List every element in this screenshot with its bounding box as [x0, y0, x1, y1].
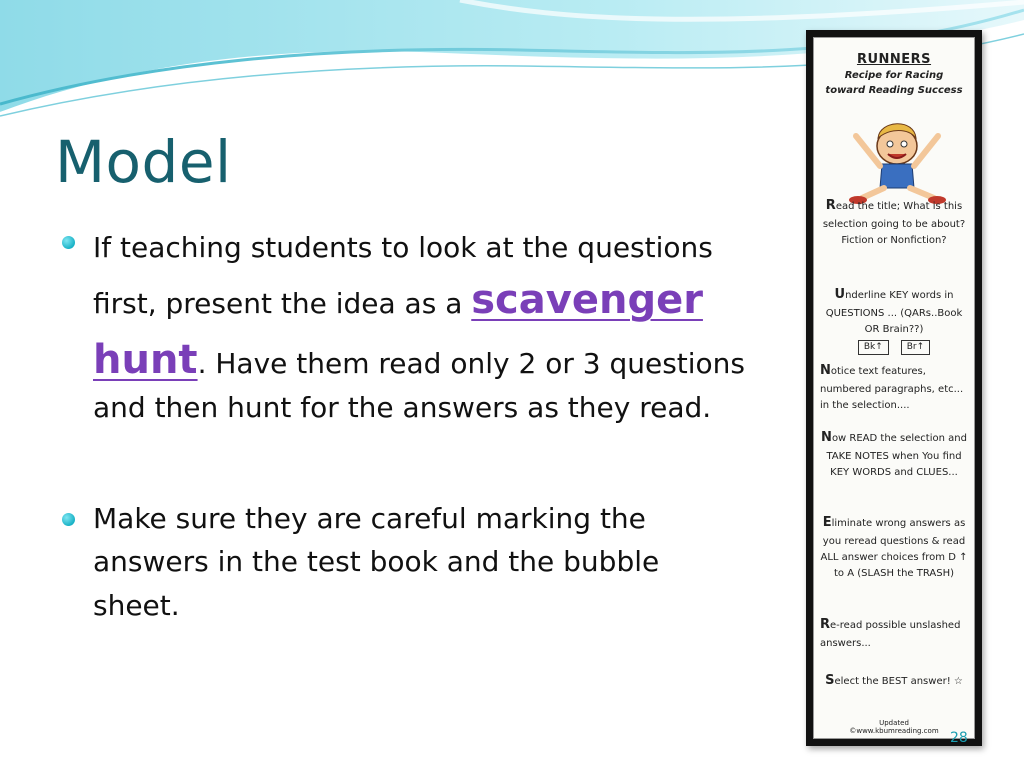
bullet-item-marking: [62, 497, 792, 627]
step-initial: R: [820, 617, 831, 632]
bullet-line: and then hunt for the answers as they read.: [93, 391, 712, 424]
bullet-text: [62, 220, 792, 424]
bookmark-step-read: [814, 196, 974, 249]
step-initial: N: [821, 430, 832, 445]
step-initial: R: [825, 198, 836, 213]
bookmark-subtitle: Recipe for Racing toward Reading Success: [825, 70, 963, 96]
bookmark-card: [813, 37, 975, 739]
step-initial: S: [825, 673, 835, 688]
bullet-line: If teaching students to look at the questions: [93, 231, 713, 264]
bullet-line: [93, 332, 792, 383]
brain-box-label: Br↑: [901, 340, 930, 355]
slide-page-number: 28: [950, 730, 968, 746]
step-initial: U: [834, 287, 846, 302]
bullet-text: Make sure they are careful marking the answers in the test book and the bubble sheet.: [93, 502, 660, 622]
step-text: elect the BEST answer! ☆: [834, 676, 963, 687]
bookmark-footer: Updated ©www.kbumreading.com: [849, 719, 939, 736]
bookmark-step-select: [814, 671, 974, 692]
bullet-line: [93, 272, 792, 332]
highlight-scavenger: scavenger: [471, 277, 703, 323]
step-text: ow READ the selection and TAKE NOTES when You find KEY WORDS and CLUES...: [826, 433, 967, 478]
running-kid-icon: [842, 106, 952, 206]
bullet-text-segment: first, present the idea as a: [93, 287, 472, 320]
step-text: e-read possible unslashed answers...: [820, 620, 961, 649]
book-box-label: Bk↑: [858, 340, 889, 355]
step-initial: E: [822, 515, 832, 530]
bullet-text-segment: . Have them read only 2 or 3 questions: [197, 347, 746, 380]
bullet-dot-icon: [62, 236, 75, 249]
bookmark-heading: RUNNERS: [856, 52, 932, 67]
runners-bookmark-image: [806, 30, 982, 746]
bullet-dot-icon: [62, 513, 75, 526]
step-text: nderline KEY words in QUESTIONS ... (QARs..Book OR Brain??): [825, 290, 963, 335]
bookmark-step-now-read: [814, 428, 974, 481]
bookmark-step-notice: [814, 361, 974, 414]
bookmark-step-underline: [814, 285, 974, 357]
step-initial: N: [820, 363, 831, 378]
slide-title: Model: [55, 128, 232, 196]
step-text: otice text features, numbered paragraphs, etc... in the selection....: [820, 366, 964, 411]
bookmark-step-eliminate: [814, 513, 974, 582]
bookmark-step-reread: [814, 615, 974, 652]
highlight-hunt: hunt: [93, 337, 198, 383]
step-text: ead the title; What is this selection going to be about? Fiction or Nonfiction?: [822, 201, 966, 246]
bullet-item-scavenger-hunt: [62, 220, 792, 424]
step-text: liminate wrong answers as you reread questions & read ALL answer choices from D ↑ to A (SLASH the TRASH): [820, 518, 968, 579]
